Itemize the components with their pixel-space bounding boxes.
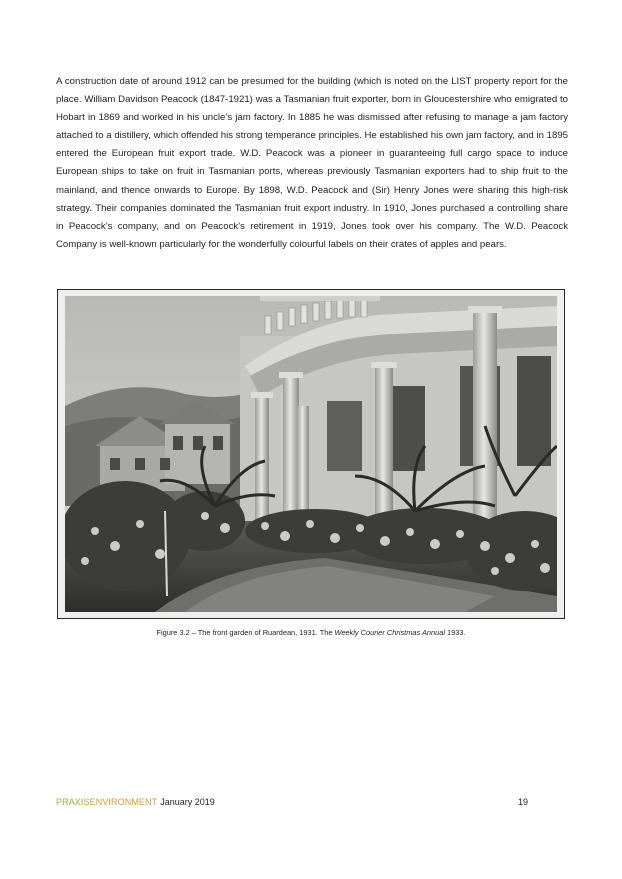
page-number: 19 — [517, 797, 528, 807]
caption-text: Figure 3.2 – The front garden of Ruardean, 1931. The — [156, 628, 335, 637]
historic-photo-ruardean-garden — [65, 296, 557, 612]
photo-illustration — [65, 296, 557, 612]
footer-org-environment: ENVIRONMENT — [89, 797, 158, 807]
caption-year: 1933. — [444, 628, 466, 637]
footer-org-praxis: PRAXIS — [56, 797, 90, 807]
page-footer — [56, 797, 568, 807]
figure-frame — [57, 289, 565, 619]
caption-source-title: Weekly Courier Christmas Annual — [334, 628, 445, 637]
footer-org-logo — [56, 797, 157, 807]
footer-date: January 2019 — [160, 797, 215, 807]
figure-caption — [0, 628, 622, 637]
body-paragraph: A construction date of around 1912 can be presumed for the building (which is noted on the LIST property report for the place. William Davidson Peacock (1847-1921) was a Tasmanian fruit exporter, born in Gloucestershire who emigrated to Hobart in 1869 and worked in his uncle’s jam factory. In 1885 he was dismissed after refusing to manage a jam factory attached to a distillery, which offended his strong temperance principles. He established his own jam factory, and in 1895 entered the European fruit export trade. W.D. Peacock was a pioneer in guaranteeing full cargo space to induce European ships to take on fruit in Tasmanian ports, whereas previously Tasmanian exporters had to ship fruit to the mainland, and thence onwards to Europe. By 1898, W.D. Peacock and (Sir) Henry Jones were sharing this high-risk strategy. Their companies dominated the Tasmanian fruit export industry. In 1910, Jones purchased a controlling share in Peacock’s company, and on Peacock’s retirement in 1919, Jones took over his company. The W.D. Peacock Company is well-known particularly for the wonderfully colourful labels on their crates of apples and pears. — [56, 76, 568, 250]
